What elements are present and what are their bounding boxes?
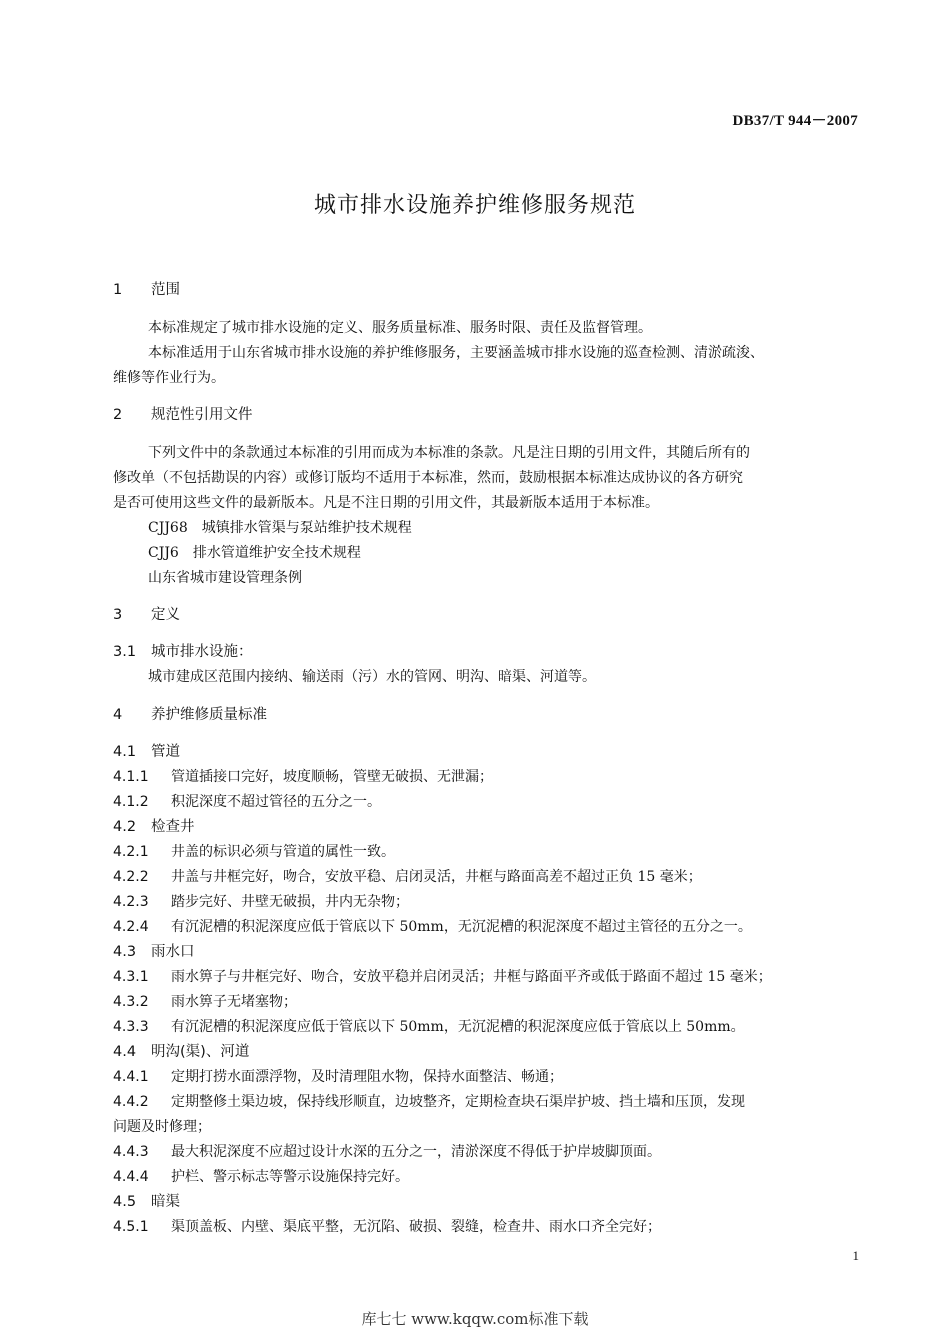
clause-text: 最大积泥深度不应超过设计水深的五分之一，清淤深度不得低于护岸坡脚顶面。 — [171, 1144, 661, 1160]
subsection-heading — [113, 1042, 863, 1062]
section-number: 2 — [113, 407, 123, 423]
clause-item — [113, 792, 863, 812]
clause-text: 管道插接口完好，坡度顺畅，管壁无破损、无泄漏； — [171, 769, 493, 785]
clause-number: 4.4.2 — [113, 1094, 149, 1110]
paragraph: 本标准规定了城市排水设施的定义、服务质量标准、服务时限、责任及监督管理。 — [148, 320, 652, 336]
subsection-number: 4.2 — [113, 819, 137, 835]
clause-number: 4.3.3 — [113, 1019, 149, 1035]
clause-item — [113, 967, 863, 987]
clause-number: 4.3.1 — [113, 969, 149, 985]
section-2-heading — [113, 405, 863, 425]
paragraph: 是否可使用这些文件的最新版本。凡是不注日期的引用文件，其最新版本适用于本标准。 — [113, 495, 659, 511]
subsection-title: 雨水口 — [151, 944, 195, 960]
section-title: 范围 — [151, 282, 180, 298]
section-1-heading — [113, 280, 863, 300]
clause-number: 4.2.2 — [113, 869, 149, 885]
subsection-heading — [113, 1192, 863, 1212]
section-number: 4 — [113, 707, 123, 723]
clause-item — [113, 1217, 863, 1237]
clause-item — [113, 1017, 863, 1037]
clause-item — [113, 917, 863, 937]
reference-item: CJJ6 排水管道维护安全技术规程 — [148, 545, 361, 561]
clause-text: 雨水箅子与井框完好、吻合，安放平稳并启闭灵活；井框与路面平齐或低于路面不超过 15 毫米； — [171, 969, 772, 985]
subsection-title: 明沟(渠)、河道 — [151, 1044, 250, 1060]
clause-text: 定期打捞水面漂浮物，及时清理阻水物，保持水面整洁、畅通； — [171, 1069, 563, 1085]
clause-number: 4.2.4 — [113, 919, 149, 935]
reference-item: CJJ68 城镇排水管渠与泵站维护技术规程 — [148, 520, 412, 536]
subsection-number: 4.3 — [113, 944, 137, 960]
subsection-heading — [113, 817, 863, 837]
subsection-title: 城市排水设施： — [151, 644, 253, 660]
clause-number: 4.1.1 — [113, 769, 149, 785]
section-title: 定义 — [151, 607, 180, 623]
clause-item — [113, 1142, 863, 1162]
subsection-heading — [113, 642, 863, 662]
clause-number: 4.2.3 — [113, 894, 149, 910]
clause-item — [113, 892, 863, 912]
clause-item — [113, 992, 863, 1012]
clause-item — [113, 767, 863, 787]
clause-text: 踏步完好、井壁无破损，井内无杂物； — [171, 894, 409, 910]
subsection-title: 检查井 — [151, 819, 195, 835]
document-code: DB37/T 944－2007 — [732, 113, 858, 129]
subsection-heading — [113, 742, 863, 762]
clause-text: 井盖的标识必须与管道的属性一致。 — [171, 844, 395, 860]
section-number: 1 — [113, 282, 123, 298]
subsection-number: 3.1 — [113, 644, 137, 660]
section-number: 3 — [113, 607, 123, 623]
paragraph: 维修等作业行为。 — [113, 370, 225, 386]
clause-number: 4.4.3 — [113, 1144, 149, 1160]
section-title: 养护维修质量标准 — [151, 707, 267, 723]
reference-item: 山东省城市建设管理条例 — [148, 570, 302, 586]
clause-text: 渠顶盖板、内壁、渠底平整，无沉陷、破损、裂缝，检查井、雨水口齐全完好； — [171, 1219, 661, 1235]
footer-watermark: 库七七 www.kqqw.com标准下载 — [361, 1310, 589, 1328]
clause-number: 4.5.1 — [113, 1219, 149, 1235]
subsection-number: 4.4 — [113, 1044, 137, 1060]
clause-text: 积泥深度不超过管径的五分之一。 — [171, 794, 381, 810]
clause-number: 4.2.1 — [113, 844, 149, 860]
subsection-title: 暗渠 — [151, 1194, 180, 1210]
page-number: 1 — [852, 1248, 859, 1263]
clause-text: 定期整修土渠边坡，保持线形顺直，边坡整齐，定期检查块石渠岸护坡、挡土墙和压顶，发现 — [171, 1094, 745, 1110]
section-title: 规范性引用文件 — [151, 407, 253, 423]
subsection-number: 4.5 — [113, 1194, 137, 1210]
clause-item — [113, 1167, 863, 1187]
clause-item — [113, 867, 863, 887]
clause-text: 护栏、警示标志等警示设施保持完好。 — [171, 1169, 409, 1185]
clause-item — [113, 1067, 863, 1087]
clause-number: 4.4.4 — [113, 1169, 149, 1185]
clause-continuation: 问题及时修理； — [113, 1119, 211, 1135]
section-3-heading — [113, 605, 863, 625]
page-title: 城市排水设施养护维修服务规范 — [313, 193, 636, 218]
clause-item — [113, 842, 863, 862]
subsection-title: 管道 — [151, 744, 180, 760]
paragraph: 下列文件中的条款通过本标准的引用而成为本标准的条款。凡是注日期的引用文件，其随后所有的 — [148, 445, 750, 461]
clause-text: 雨水箅子无堵塞物； — [171, 994, 297, 1010]
subsection-number: 4.1 — [113, 744, 137, 760]
clause-number: 4.1.2 — [113, 794, 149, 810]
clause-number: 4.4.1 — [113, 1069, 149, 1085]
section-4-heading — [113, 705, 863, 725]
clause-text: 有沉泥槽的积泥深度应低于管底以下 50mm，无沉泥槽的积泥深度应低于管底以上 50mm。 — [171, 1019, 745, 1035]
clause-number: 4.3.2 — [113, 994, 149, 1010]
clause-item — [113, 1092, 863, 1112]
clause-text: 有沉泥槽的积泥深度应低于管底以下 50mm，无沉泥槽的积泥深度不超过主管径的五分之一。 — [171, 919, 752, 935]
paragraph: 修改单（不包括勘误的内容）或修订版均不适用于本标准，然而，鼓励根据本标准达成协议的各方研究 — [113, 470, 743, 486]
paragraph: 城市建成区范围内接纳、输送雨（污）水的管网、明沟、暗渠、河道等。 — [148, 669, 596, 685]
paragraph: 本标准适用于山东省城市排水设施的养护维修服务，主要涵盖城市排水设施的巡查检测、清淤疏浚、 — [148, 345, 764, 361]
clause-text: 井盖与井框完好，吻合，安放平稳、启闭灵活，井框与路面高差不超过正负 15 毫米； — [171, 869, 702, 885]
subsection-heading — [113, 942, 863, 962]
